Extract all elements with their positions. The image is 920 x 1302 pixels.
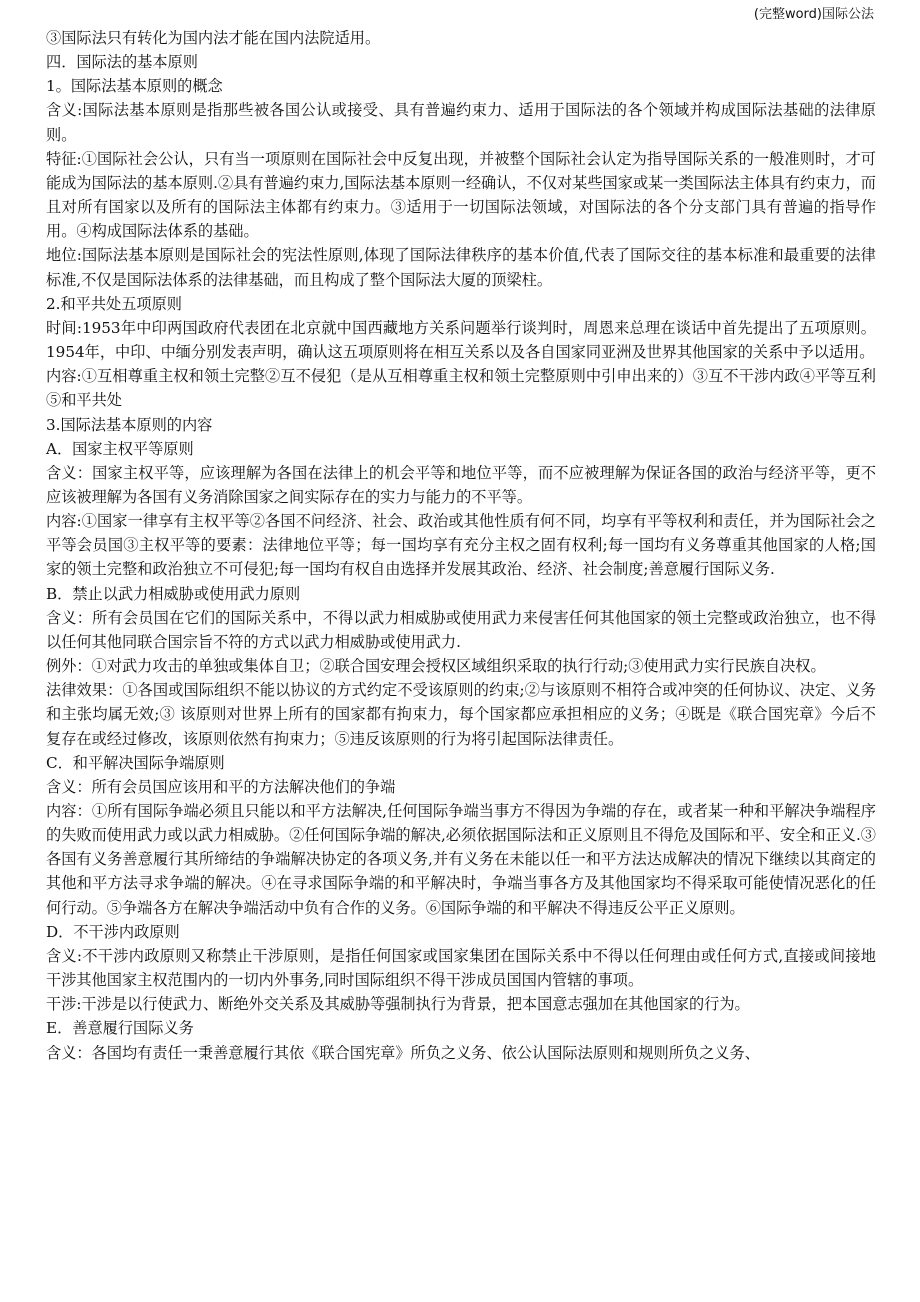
definition-paragraph: 含义：所有会员国在它们的国际关系中，不得以武力相威胁或使用武力来侵害任何其他国家的领土完整或政治独立，也不得以任何其他同联合国宗旨不符的方式以武力相威胁或使用武力. [46,608,876,651]
content-paragraph: 内容:①互相尊重主权和领土完整②互不侵犯（是从互相尊重主权和领土完整原则中引申出来的）③互不干涉内政④平等互利⑤和平共处 [46,367,876,410]
features-paragraph: 特征:①国际社会公认，只有当一项原则在国际社会中反复出现，并被整个国际社会认定为指导国际关系的一般准则时，才可能成为国际法的基本原则.②具有普遍约束力,国际法基本原则一经确认，不仅对某些国家或某一类国际法主体具有约束力，而且对所有国家以及所有的国际法主体都有约束力。③适用于一切国际法领域，对国际法的各个分支部门具有普遍的指导作用。④构成国际法体系的基础。 [46,149,876,241]
definition-paragraph: 含义:国际法基本原则是指那些被各国公认或接受、具有普遍约束力、适用于国际法的各个领域并构成国际法基础的法律原则。 [46,101,876,144]
list-item: ③国际法只有转化为国内法才能在国内法院适用。 [46,29,381,47]
principle-heading: A．国家主权平等原则 [46,439,194,458]
document-body [46,26,876,1065]
principle-heading: D．不干涉内政原则 [46,922,180,941]
running-header: (完整word)国际公法 [753,7,874,22]
definition-paragraph: 含义：各国均有责任一秉善意履行其依《联合国宪章》所负之义务、依公认国际法原则和规则所负之义务、 [46,1043,760,1062]
definition-paragraph: 含义:不干涉内政原则又称禁止干涉原则，是指任何国家或国家集团在国际关系中不得以任何理由或任何方式,直接或间接地干涉其他国家主权范围内的一切内外事务,同时国际组织不得干涉成员国国内管辖的事项。 [46,946,876,990]
principle-heading: B．禁止以武力相威胁或使用武力原则 [46,584,301,603]
subsection-heading: 1。国际法基本原则的概念 [46,77,223,96]
legal-effect-paragraph: 法律效果：①各国或国际组织不能以协议的方式约定不受该原则的约束;②与该原则不相符合或冲突的任何协议、决定、义务和主张均属无效;③ 该原则对世界上所有的国家都有拘束力，每个国家都应承担相应的义务；④既是《联合国宪章》今后不复存在或经过修改，该原则依然有拘束力；⑤违反该原则的行为将引起国际法律责任。 [46,681,876,748]
section-heading: 四．国际法的基本原则 [46,53,198,72]
definition-paragraph: 含义：所有会员国应该用和平的方法解决他们的争端 [46,777,396,796]
status-paragraph: 地位:国际法基本原则是国际社会的宪法性原则,体现了国际法律秩序的基本价值,代表了国际交往的基本标准和最重要的法律标准,不仅是国际法体系的法律基础，而且构成了整个国际法大厦的顶梁柱。 [46,246,876,289]
definition-paragraph: 含义：国家主权平等，应该理解为各国在法律上的机会平等和地位平等，而不应被理解为保证各国的政治与经济平等，更不应该被理解为各国有义务消除国家之间实际存在的实力与能力的不平等。 [46,463,876,506]
content-paragraph: 内容:①国家一律享有主权平等②各国不问经济、社会、政治或其他性质有何不同，均享有平等权利和责任，并为国际社会之平等会员国③主权平等的要素：法律地位平等；每一国均享有充分主权之固有权利;每一国均有义务尊重其他国家的人格;国家的领土完整和政治独立不可侵犯;每一国均有权自由选择并发展其政治、经济、社会制度;善意履行国际义务. [46,512,876,579]
content-paragraph: 内容：①所有国际争端必须且只能以和平方法解决,任何国际争端当事方不得因为争端的存在，或者某一种和平解决争端程序的失败而使用武力或以武力相威胁。②任何国际争端的解决,必须依据国际法和正义原则且不得危及国际和平、安全和正义.③各国有义务善意履行其所缔结的争端解决协定的各项义务,并有义务在未能以任一和平方法达成解决的情况下继续以其商定的其他和平方法寻求争端的解决。④在寻求国际争端的和平解决时，争端当事各方及其他国家均不得采取可能使情况恶化的任何行动。⑤争端各方在解决争端活动中负有合作的义务。⑥国际争端的和平解决不得违反公平正义原则。 [46,802,876,917]
subsection-heading: 3.国际法基本原则的内容 [46,415,213,434]
principle-heading: E．善意履行国际义务 [46,1019,194,1038]
principle-heading: C．和平解决国际争端原则 [46,753,225,772]
subsection-heading: 2.和平共处五项原则 [46,294,182,313]
history-paragraph: 时间:1953年中印两国政府代表团在北京就中国西藏地方关系问题举行谈判时，周恩来总理在谈话中首先提出了五项原则。1954年，中印、中缅分别发表声明，确认这五项原则将在相互关系以及各自国家同亚洲及世界其他国家的关系中予以适用。 [46,318,876,362]
intervention-paragraph: 干涉:干涉是以行使武力、断绝外交关系及其威胁等强制执行为背景，把本国意志强加在其他国家的行为。 [46,995,750,1014]
exceptions-paragraph: 例外：①对武力攻击的单独或集体自卫；②联合国安理会授权区域组织采取的执行行动;③使用武力实行民族自决权。 [46,657,826,676]
